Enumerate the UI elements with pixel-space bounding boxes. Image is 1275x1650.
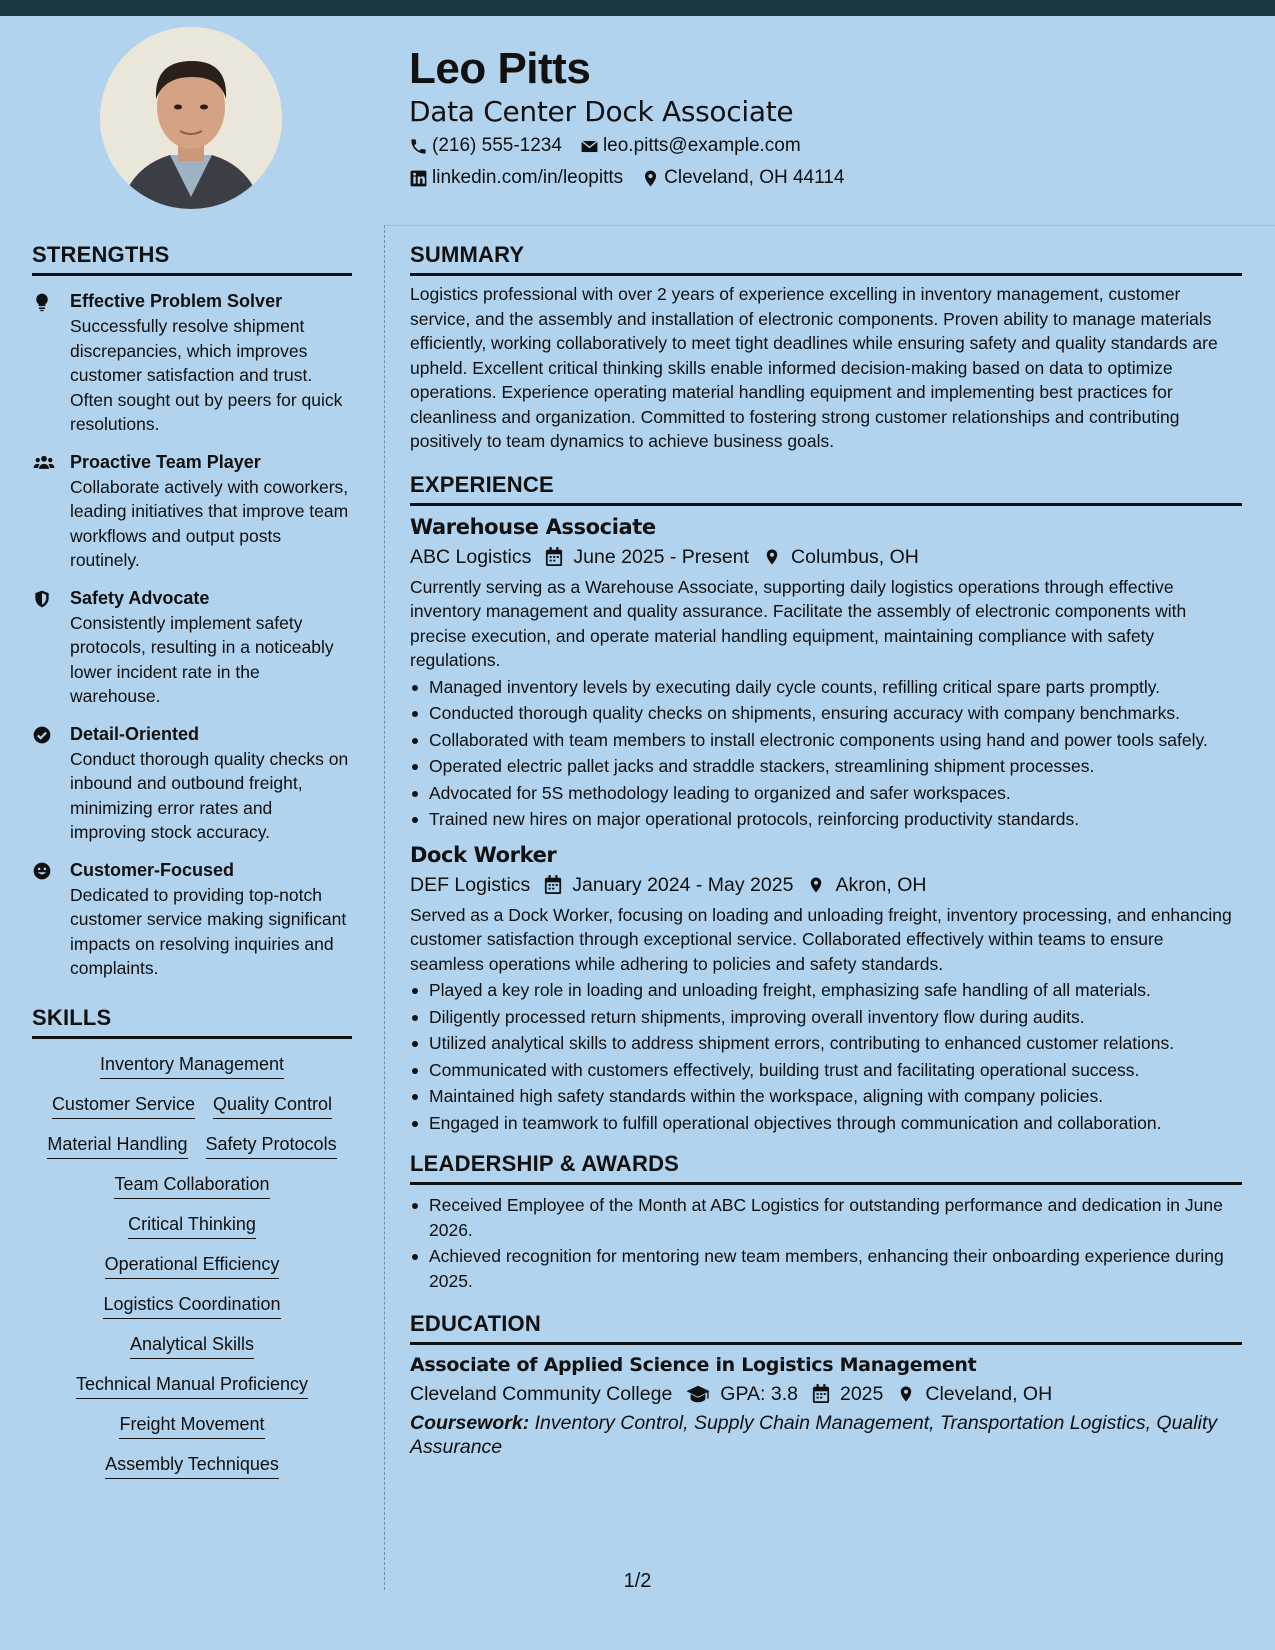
map-pin-icon bbox=[897, 1384, 915, 1404]
email-contact[interactable] bbox=[580, 130, 801, 162]
experience-heading: EXPERIENCE bbox=[410, 471, 554, 497]
page-number: 1/2 bbox=[623, 1570, 652, 1592]
bullet-item: Diligently processed return shipments, improving overall inventory flow during audits. bbox=[410, 1005, 1242, 1030]
job-title: Dock Worker bbox=[410, 842, 557, 867]
skill-tag: Safety Protocols bbox=[206, 1132, 337, 1159]
strength-title: Detail-Oriented bbox=[70, 723, 200, 744]
strength-item bbox=[32, 585, 352, 709]
job-dates: June 2025 - Present bbox=[573, 545, 750, 568]
calendar-icon bbox=[544, 875, 562, 895]
map-pin-icon bbox=[763, 547, 781, 567]
contact-row-2 bbox=[409, 162, 1229, 194]
bullet-item: Advocated for 5S methodology leading to organized and safer workspaces. bbox=[410, 781, 1242, 806]
section-rule bbox=[32, 273, 352, 276]
job-entry bbox=[410, 512, 1242, 832]
job-bullets bbox=[410, 675, 1242, 832]
bullet-item: Engaged in teamwork to fulfill operational objectives through communication and collaboration. bbox=[410, 1111, 1242, 1136]
skill-tag: Inventory Management bbox=[100, 1052, 284, 1079]
right-column bbox=[410, 240, 1242, 1459]
bullet-item: Operated electric pallet jacks and straddle stackers, streamlining shipment processes. bbox=[410, 754, 1242, 779]
coursework-list: Inventory Control, Supply Chain Management, Transportation Logistics, Quality Assurance bbox=[410, 1412, 1218, 1458]
strength-desc: Conduct thorough quality checks on inbound and outbound freight, minimizing error rates and improving stock accuracy. bbox=[70, 748, 349, 842]
awards-heading: LEADERSHIP & AWARDS bbox=[410, 1151, 680, 1176]
award-item: Achieved recognition for mentoring new team members, enhancing their onboarding experience during 2025. bbox=[410, 1244, 1242, 1293]
check-circle-icon bbox=[32, 725, 52, 745]
strength-item bbox=[32, 449, 352, 573]
section-rule bbox=[410, 1182, 1242, 1185]
award-item: Received Employee of the Month at ABC Logistics for outstanding performance and dedication in June 2026. bbox=[410, 1193, 1242, 1242]
linkedin-icon bbox=[409, 169, 428, 188]
skill-tag: Logistics Coordination bbox=[103, 1292, 280, 1319]
job-dates: January 2024 - May 2025 bbox=[572, 873, 794, 896]
strength-desc: Successfully resolve shipment discrepancies, which improves customer satisfaction and trust. Often sought out by peers for quick resolutions. bbox=[70, 316, 343, 434]
strength-desc: Dedicated to providing top-notch customer service making significant impacts on resolving inquiries and complaints. bbox=[70, 884, 347, 978]
map-pin-icon bbox=[641, 169, 660, 188]
linkedin-contact[interactable] bbox=[409, 162, 623, 194]
lightbulb-icon bbox=[32, 292, 52, 312]
users-icon bbox=[32, 453, 56, 473]
bullet-item: Maintained high safety standards within the workspace, aligning with company policies. bbox=[410, 1084, 1242, 1109]
strength-title: Safety Advocate bbox=[70, 587, 210, 608]
education-gpa: GPA: 3.8 bbox=[720, 1383, 798, 1405]
job-meta bbox=[410, 870, 1242, 900]
left-column bbox=[32, 240, 352, 1485]
calendar-icon bbox=[812, 1384, 830, 1404]
job-entry bbox=[410, 840, 1242, 1136]
coursework bbox=[410, 1411, 1242, 1459]
top-accent-bar bbox=[0, 0, 1275, 16]
skill-tag: Freight Movement bbox=[119, 1412, 264, 1439]
location-text: Cleveland, OH 44114 bbox=[664, 167, 845, 188]
job-description: Served as a Dock Worker, focusing on loading and unloading freight, inventory processing, and enhancing customer satisfaction through exceptional service. Collaborated effectively within teams to ensure seamless operations while adhering to policies and safety standards. bbox=[410, 904, 1232, 974]
bullet-item: Utilized analytical skills to address shipment errors, contributing to enhanced customer relations. bbox=[410, 1031, 1242, 1056]
bullet-item: Trained new hires on major operational protocols, reinforcing productivity standards. bbox=[410, 807, 1242, 832]
phone-contact[interactable] bbox=[409, 130, 562, 162]
candidate-name: Leo Pitts bbox=[409, 44, 591, 93]
phone-icon bbox=[409, 137, 428, 156]
skill-tag: Customer Service bbox=[52, 1092, 195, 1119]
skills-heading: SKILLS bbox=[32, 1004, 112, 1030]
skill-tag: Quality Control bbox=[213, 1092, 332, 1119]
strength-item bbox=[32, 857, 352, 981]
skill-tag: Critical Thinking bbox=[128, 1212, 256, 1239]
education-school: Cleveland Community College bbox=[410, 1383, 673, 1405]
header bbox=[409, 42, 1229, 194]
coursework-label: Coursework: bbox=[410, 1412, 530, 1434]
skill-tag: Team Collaboration bbox=[114, 1172, 269, 1199]
skill-tag: Technical Manual Proficiency bbox=[76, 1372, 308, 1399]
contact-row-1 bbox=[409, 130, 1229, 162]
job-bullets bbox=[410, 978, 1242, 1135]
job-company: ABC Logistics bbox=[410, 545, 532, 568]
strength-item bbox=[32, 288, 352, 437]
job-title: Warehouse Associate bbox=[410, 514, 656, 539]
section-rule bbox=[32, 1036, 352, 1039]
awards-list bbox=[410, 1193, 1242, 1293]
summary-text: Logistics professional with over 2 years of experience excelling in inventory management, customer service, and the assembly and installation of electronic components. Proven ability to manage materials efficiently, working collaboratively to meet tight deadlines while ensuring safety and quality standards are upheld. Excellent critical thinking skills enable informed decision-making based on data to optimize operations. Experience operating material handling equipment and implementing best practices for cleanliness and organization. Committed to fostering strong customer relationships and contributing positively to team dynamics to achieve business goals. bbox=[410, 284, 1218, 451]
bullet-item: Conducted thorough quality checks on shipments, ensuring accuracy with company benchmarks. bbox=[410, 701, 1242, 726]
envelope-icon bbox=[580, 137, 599, 156]
graduation-cap-icon bbox=[686, 1384, 710, 1404]
section-rule bbox=[410, 1342, 1242, 1345]
skill-tag: Material Handling bbox=[47, 1132, 187, 1159]
education-heading: EDUCATION bbox=[410, 1311, 541, 1336]
email-text: leo.pitts@example.com bbox=[602, 135, 801, 156]
bullet-item: Played a key role in loading and unloading freight, emphasizing safe handling of all materials. bbox=[410, 978, 1242, 1003]
education-meta bbox=[410, 1379, 1242, 1409]
section-rule bbox=[410, 503, 1242, 506]
strengths-heading: STRENGTHS bbox=[32, 242, 170, 267]
location-contact bbox=[641, 162, 844, 194]
linkedin-text: linkedin.com/in/leopitts bbox=[432, 167, 624, 188]
smile-icon bbox=[32, 861, 52, 881]
bullet-item: Communicated with customers effectively, building trust and facilitating operational success. bbox=[410, 1058, 1242, 1083]
skill-tag: Operational Efficiency bbox=[105, 1252, 280, 1279]
section-rule bbox=[410, 273, 1242, 276]
shield-icon bbox=[32, 589, 52, 609]
strength-title: Effective Problem Solver bbox=[70, 291, 283, 311]
summary-heading: SUMMARY bbox=[410, 242, 525, 267]
calendar-icon bbox=[545, 547, 563, 567]
strength-title: Proactive Team Player bbox=[70, 451, 261, 472]
profile-photo bbox=[100, 27, 282, 209]
strength-item bbox=[32, 721, 352, 845]
education-degree: Associate of Applied Science in Logistics Management bbox=[410, 1354, 977, 1376]
skill-tag: Analytical Skills bbox=[130, 1332, 254, 1359]
candidate-title: Data Center Dock Associate bbox=[409, 95, 794, 128]
skill-tag: Assembly Techniques bbox=[105, 1452, 279, 1479]
job-location: Akron, OH bbox=[835, 873, 927, 896]
job-location: Columbus, OH bbox=[791, 545, 919, 568]
job-meta bbox=[410, 542, 1242, 572]
bullet-item: Managed inventory levels by executing daily cycle counts, refilling critical spare parts promptly. bbox=[410, 675, 1242, 700]
job-company: DEF Logistics bbox=[410, 873, 531, 896]
column-divider bbox=[384, 225, 385, 1590]
strength-desc: Collaborate actively with coworkers, leading initiatives that improve team workflows and output posts routinely. bbox=[70, 476, 349, 570]
bullet-item: Collaborated with team members to install electronic components using hand and power tools safely. bbox=[410, 728, 1242, 753]
strength-title: Customer-Focused bbox=[70, 859, 235, 880]
education-location: Cleveland, OH bbox=[925, 1383, 1053, 1405]
header-divider bbox=[383, 225, 1275, 226]
phone-text: (216) 555-1234 bbox=[432, 135, 562, 156]
map-pin-icon bbox=[807, 875, 825, 895]
job-description: Currently serving as a Warehouse Associate, supporting daily logistics operations through effective inventory management and quality assurance. Facilitate the assembly of electronic components with precise execution, and operate material handling equipment, maintaining compliance with safety regulations. bbox=[410, 576, 1187, 670]
skills-list bbox=[32, 1045, 352, 1485]
education-year: 2025 bbox=[839, 1383, 884, 1405]
strength-desc: Consistently implement safety protocols, resulting in a noticeably lower incident rate in the warehouse. bbox=[70, 612, 334, 706]
